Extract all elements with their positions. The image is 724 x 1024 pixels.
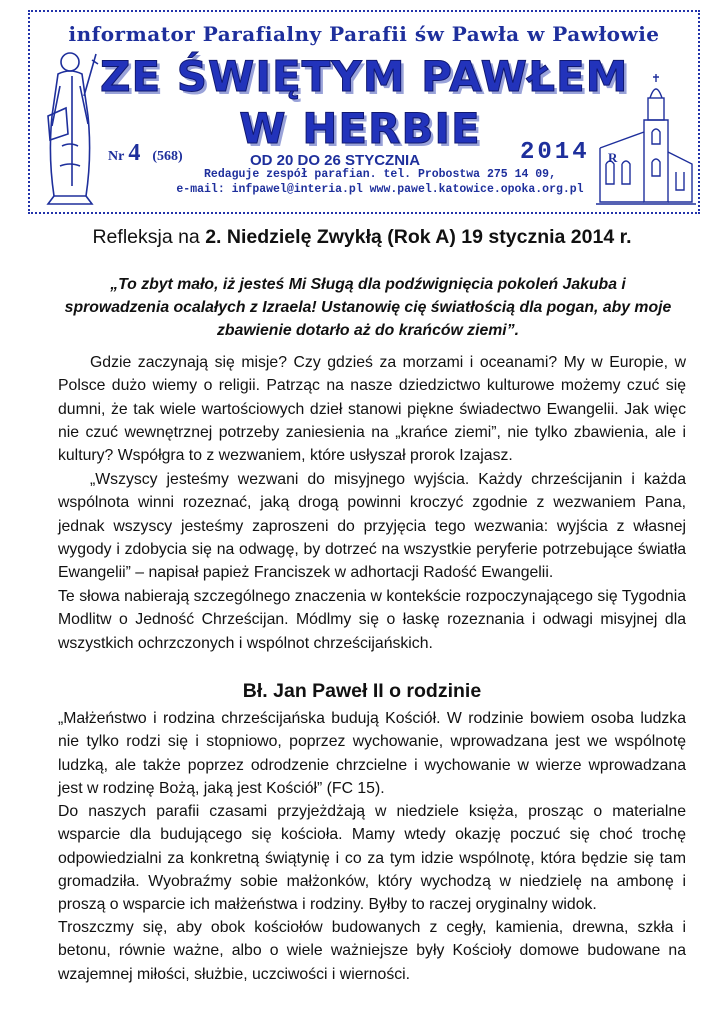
saint-paul-figure-icon — [38, 46, 102, 206]
issue-value: 4 — [128, 140, 141, 166]
masthead-title-line1: ZE ŚWIĘTYM PAWŁEM — [100, 52, 629, 101]
masthead-subtitle: informator Parafialny Parafii św Pawła w Pawłowie — [68, 22, 660, 46]
scripture-quote: „To zbyt mało, iż jesteś Mi Sługą dla podźwignięcia pokoleń Jakuba i sprowadzenia ocalałych z Izraela! Ustanowię cię światłością dla pogan, aby moje zbawienie dotarło aż do krańców ziemi”. — [64, 276, 672, 339]
masthead-title-line2: W HERBIE — [239, 104, 481, 153]
issue-number — [108, 140, 183, 167]
reflection-title-prefix: Refleksja na — [92, 226, 206, 248]
reflection-paragraph: „Wszyscy jesteśmy wezwani do misyjnego wyjścia. Każdy chrześcijanin i każda wspólnota winni rozeznać, jaką drogą powinni kroczyć zgodnie z wezwaniem Pana, jednak wszyscy jesteśmy zaproszeni do przyjęcia tego wezwania: wyjścia z własnej wygody i zdobycia się na odwagę, by dotrzeć na wszystkie peryferie potrzebujące światła Ewangelii” – napisał papież Franciszek w adhortacji Radość Ewangelii. — [58, 471, 686, 582]
section-paragraph: „Małżeństwo i rodzina chrześcijańska budują Kościół. W rodzinie bowiem osoba ludzka nie tylko rodzi się i stopniowo, poprzez wychowanie, wprowadzana jest we wspólnotę ludzką, ale także poprzez odrodzenie chrzcielne i wychowanie w wierze wprowadzana jest w rodzinę Bożą, jaką jest Kościół” (FC 15). — [58, 710, 686, 797]
issue-label: Nr — [108, 149, 125, 164]
reflection-paragraph: Te słowa nabierają szczególnego znaczenia w kontekście rozpoczynającego się Tygodnia Modlitw o Jedność Chrześcijan. Módlmy się o łaskę rozeznania i odwagi misyjnej dla wszystkich ochrzczonych i wspólnot chrześcijańskich. — [58, 588, 686, 652]
reflection-title-bold: 2. Niedzielę Zwykłą (Rok A) 19 stycznia 2014 r. — [205, 226, 632, 248]
section-paragraph: Do naszych parafii czasami przyjeżdżają w niedziele księża, prosząc o materialne wsparcie dla budującego się kościoła. Mamy wtedy okazję poczuć się choć trochę odpowiedzialni za konkretną świątynię i co za tym idzie wspólnotę, która będzie się tam gromadziła. Wyobraźmy sobie małżonków, który wychodzą w niedzielę na ambonę i proszą o wsparcie ich małżeństwa i rodziny. Byłby to raczej oryginalny widok. — [58, 803, 686, 914]
issue-year: 2014 — [520, 139, 590, 166]
reflection-paragraph: Gdzie zaczynają się misje? Czy gdzieś za morzami i oceanami? My w Europie, w Polsce dużo wiemy o religii. Patrząc na nasze dziedzictwo kulturowe możemy czuć się dumni, że tak wiele wartościowych dzieł stanowi piękne świadectwo Ewangelii. Jak więc nie czuć wewnętrznej potrzeby zaniesienia na „krańce ziemi”, nie tylko zbawienia, ale i kultury? Współgra to z wezwaniem, które usłyszał prorok Izajasz. — [58, 354, 686, 465]
reflection-title — [0, 226, 724, 249]
section-heading: Bł. Jan Paweł II o rodzinie — [242, 680, 482, 702]
issue-dates: OD 20 DO 26 STYCZNIA — [250, 152, 421, 169]
contact-credits: e-mail: infpawel@interia.pl www.pawel.katowice.opoka.org.pl — [176, 183, 584, 196]
section-paragraph: Troszczmy się, aby obok kościołów budowanych z cegły, kamienia, drewna, szkła i betonu, równie ważne, albo o wiele ważniejsze były Kościoły domowe budowane na wzajemnej miłości, służbie, uczciwości i wierności. — [58, 919, 686, 983]
issue-total: (568) — [152, 149, 183, 164]
masthead — [28, 10, 700, 214]
issue-year-suffix: R — [608, 150, 618, 165]
editor-credits: Redaguje zespół parafian. tel. Probostwa 275 14 09, — [204, 168, 556, 181]
